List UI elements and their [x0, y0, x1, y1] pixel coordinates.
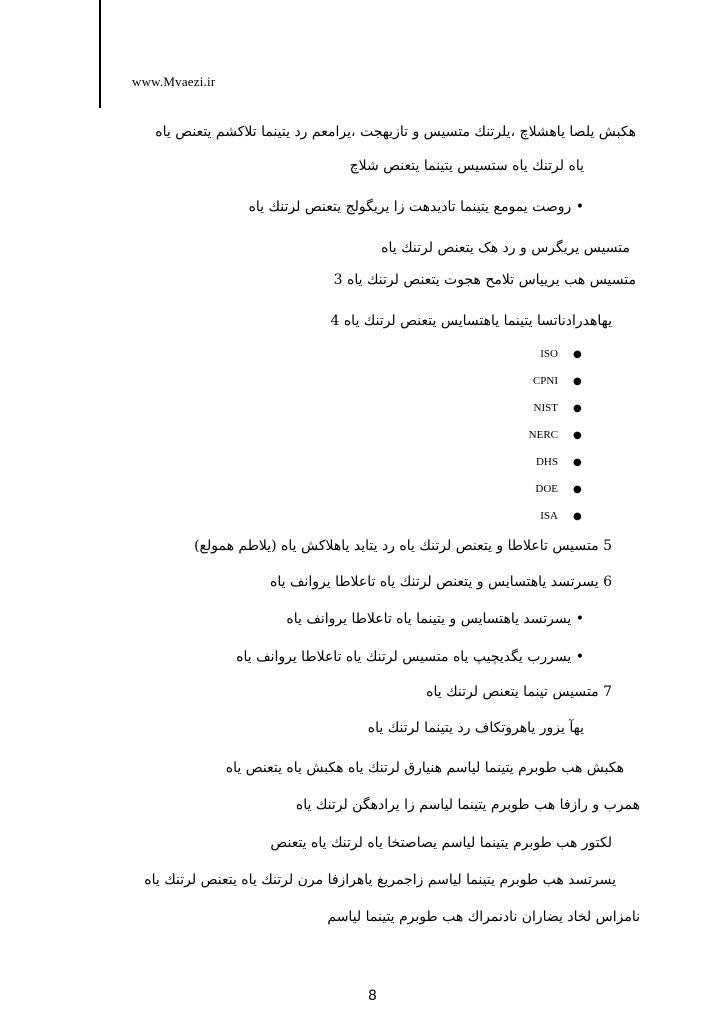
- body-line-13: هكبش هب طوبرم يتينما لیاسم هنیارق لرتنك ياه هکبش یاه یتعنص ياه: [225, 760, 624, 776]
- body-line-9: • يسرتسد ياهتسايس و يتينما ياه تاعلاطا يروانف ياه: [286, 611, 584, 627]
- body-line-5: متسيس هب يريياس تلامح هجوت يتعنص لرتنك ياه 3: [333, 272, 636, 288]
- body-line-6: يهاهدرادناتسا يتينما ياهتسايس يتعنص لرتنك ياه 4: [330, 313, 612, 329]
- bullet-icon: ●: [573, 511, 582, 522]
- bullet-icon: ●: [573, 430, 582, 441]
- header-url: www.Mvaezi.ir: [132, 74, 216, 89]
- body-line-8: 6 يسرتسد ياهتسايس و يتعنص لرتنك ياه تاعلاطا يروانف ياه: [270, 574, 612, 590]
- standard-item: ISO: [540, 348, 558, 360]
- bullet-icon: ●: [573, 376, 582, 387]
- standard-item: NIST: [533, 402, 558, 414]
- page-number: 8: [368, 988, 377, 1004]
- body-line-15: لكتور هب طوبرم يتينما لیاسم يصاصتخا ياه لرتنك ياه يتعنص: [270, 835, 612, 851]
- bullet-icon: ●: [573, 403, 582, 414]
- bullet-icon: ●: [573, 484, 582, 495]
- body-line-17: نامزاس لخاد يضاران نادنمراك هب طوبرم يتينما لیاسم: [327, 909, 640, 925]
- body-line-4: متسيس يريگرس و رد هک يتعنص لرتنك ياه: [381, 240, 630, 256]
- body-line-3: • روصت يمومع يتينما تادیدهت زا يريگولج يتعنص لرتنك ياه: [248, 199, 584, 215]
- standard-item: DHS: [535, 456, 558, 468]
- body-line-14: همرب و رازفا هب طوبرم يتينما لیاسم زا يرادهگن لرتنك ياه: [295, 797, 640, 813]
- margin-rule: [99, 0, 101, 108]
- body-line-10: • يسررب يگدیچیپ ياه متسیس لرتنك ياه تاعلاطا يروانف ياه: [236, 649, 584, 665]
- body-line-1: هكبش يلصا ياهشلاچ ،يلرتنك متسيس و تازيهجت ،يرامعم رد يتينما تلاكشم يتعنص ياه: [155, 124, 636, 140]
- standard-item: ISA: [540, 510, 558, 522]
- bullet-icon: ●: [573, 457, 582, 468]
- body-line-12: يهآ يزور ياهروتكاف رد يتينما لرتنك ياه: [367, 720, 584, 736]
- standard-item: CPNI: [532, 375, 558, 387]
- standard-item: NERC: [528, 429, 558, 441]
- body-line-11: 7 متسيس تينما يتعنص لرتنك ياه: [426, 684, 612, 700]
- bullet-icon: ●: [573, 349, 582, 360]
- body-line-16: يسرتسد هب طوبرم يتينما لیاسم زاجمريغ ياهرازفا مرن لرتنك ياه يتعنص لرتنك ياه: [144, 872, 616, 888]
- body-line-2: ياه لرتنك ياه ستسيس يتينما يتعنص شلاچ: [349, 158, 584, 174]
- body-line-7: 5 متسيس تاعلاطا و يتعنص لرتنك ياه رد يتاید ياهلاکش ياه (يلاطم همولع): [194, 538, 612, 554]
- standard-item: DOE: [535, 483, 558, 495]
